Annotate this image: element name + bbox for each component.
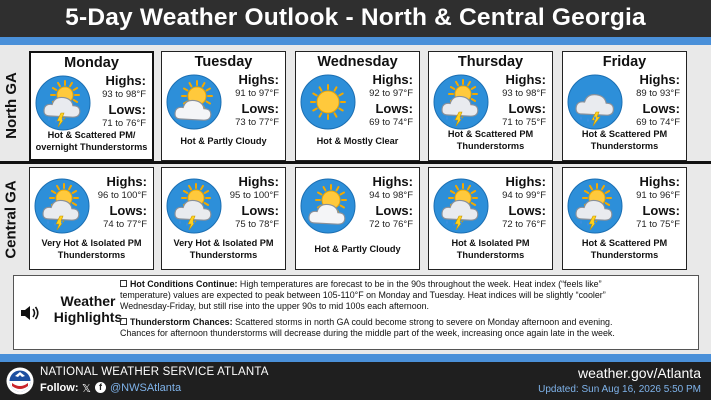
forecast-card [29, 51, 154, 161]
bullet-checkbox-icon [120, 318, 127, 325]
lows-value: 72 to 76°F [502, 219, 546, 230]
forecast-description: Very Hot & Isolated PM Thunderstorms [41, 238, 142, 260]
nws-logo-icon [6, 367, 34, 395]
row-divider [0, 161, 711, 164]
lows-value: 71 to 75°F [636, 219, 680, 230]
lows-label: Lows: [642, 203, 680, 218]
highs-value: 93 to 98°F [102, 89, 146, 100]
lows-label: Lows: [108, 102, 146, 117]
lows-label: Lows: [508, 203, 546, 218]
forecast-card [295, 167, 420, 270]
updated-timestamp: Updated: Sun Aug 16, 2026 5:50 PM [538, 384, 701, 395]
highs-value: 95 to 100°F [229, 190, 279, 201]
highs-label: Highs: [505, 174, 546, 189]
highlights-title: Weather Highlights [53, 293, 123, 325]
highs-label: Highs: [372, 174, 413, 189]
lows-value: 71 to 76°F [102, 118, 146, 129]
lows-label: Lows: [508, 101, 546, 116]
forecast-description: Hot & Mostly Clear [316, 136, 399, 146]
forecast-card [295, 51, 420, 161]
highs-value: 89 to 93°F [636, 88, 680, 99]
highlight-thunderstorms: Thunderstorm Chances: Scattered storms in north GA could become strong to severe on Monday afternoon and evening. Chances for afternoon thunderstorms will decrease during the middle part of the week, increasing once again late in the week. [120, 317, 615, 339]
partly-cloudy-icon [300, 178, 356, 234]
lows-value: 75 to 78°F [235, 219, 279, 230]
facebook-icon[interactable]: f [95, 382, 106, 393]
office-name: NATIONAL WEATHER SERVICE ATLANTA [40, 366, 269, 378]
footer [0, 362, 711, 400]
lows-label: Lows: [241, 203, 279, 218]
forecast-description: Hot & Partly Cloudy [180, 136, 267, 146]
lows-value: 72 to 76°F [369, 219, 413, 230]
forecast-description: Very Hot & Isolated PM Thunderstorms [173, 238, 274, 260]
lows-label: Lows: [109, 203, 147, 218]
forecast-card [161, 51, 286, 161]
bullet-checkbox-icon [120, 280, 127, 287]
highs-label: Highs: [238, 72, 279, 87]
top-accent-strip [0, 37, 711, 45]
forecast-card [562, 167, 687, 270]
forecast-description: Hot & Scattered PM Thunderstorms [447, 129, 534, 151]
forecast-description: Hot & Partly Cloudy [314, 244, 401, 254]
highs-value: 93 to 98°F [502, 88, 546, 99]
thunderstorm-icon [166, 178, 222, 234]
highs-label: Highs: [105, 73, 146, 88]
forecast-description: Hot & Scattered PM Thunderstorms [581, 129, 668, 151]
partly-cloudy-icon [166, 74, 222, 130]
lows-value: 71 to 75°F [502, 117, 546, 128]
forecast-description: Hot & Scattered PM Thunderstorms [581, 238, 668, 260]
forecast-description: Hot & Scattered PM/ overnight Thunderstorms [35, 130, 148, 152]
lows-value: 73 to 77°F [235, 117, 279, 128]
thunderstorm-night-icon [35, 75, 91, 131]
lows-label: Lows: [375, 203, 413, 218]
day-name: Friday [602, 54, 647, 70]
thunderstorm-icon [433, 74, 489, 130]
social-handle-link[interactable]: @NWSAtlanta [110, 382, 182, 394]
lows-label: Lows: [642, 101, 680, 116]
lows-value: 74 to 77°F [103, 219, 147, 230]
highs-label: Highs: [639, 174, 680, 189]
row-label-central: Central GA [2, 179, 20, 259]
forecast-description: Hot & Isolated PM Thunderstorms [451, 238, 530, 260]
day-name: Wednesday [317, 54, 398, 70]
website-link[interactable]: weather.gov/Atlanta [578, 365, 701, 381]
highs-label: Highs: [372, 72, 413, 87]
sunny-icon [300, 74, 356, 130]
highs-label: Highs: [238, 174, 279, 189]
follow-label: Follow: [40, 382, 79, 394]
highs-value: 91 to 97°F [235, 88, 279, 99]
lows-label: Lows: [241, 101, 279, 116]
thunderstorm-icon [34, 178, 90, 234]
speaker-icon [19, 302, 41, 324]
forecast-card [428, 167, 553, 270]
header-bar [0, 0, 711, 37]
forecast-card [29, 167, 154, 270]
x-icon[interactable]: 𝕏 [82, 383, 91, 395]
forecast-card [161, 167, 286, 270]
day-name: Monday [64, 55, 119, 71]
highlight-heat: Hot Conditions Continue: High temperatures are forecast to be in the 90s throughout the week. Heat index (“feels like” temperature) values are expected to peak between 105-110°F on Monday and Tuesday. Heat indices will be slightly “cooler” Wednesday-Friday, but still rise into the upper 90s to mid 100s each afternoon. [120, 279, 606, 312]
highs-value: 94 to 98°F [369, 190, 413, 201]
lows-label: Lows: [375, 101, 413, 116]
lows-value: 69 to 74°F [369, 117, 413, 128]
day-name: Tuesday [194, 54, 253, 70]
highs-label: Highs: [639, 72, 680, 87]
row-label-north: North GA [2, 71, 20, 139]
highs-value: 94 to 99°F [502, 190, 546, 201]
lows-value: 69 to 74°F [636, 117, 680, 128]
highs-value: 91 to 96°F [636, 190, 680, 201]
bottom-accent-strip [0, 354, 711, 362]
thunderstorm-icon [567, 178, 623, 234]
forecast-card [428, 51, 553, 161]
thunderstorm-icon [433, 178, 489, 234]
day-name: Thursday [457, 54, 524, 70]
rain-thunder-icon [567, 74, 623, 130]
highs-label: Highs: [106, 174, 147, 189]
highs-label: Highs: [505, 72, 546, 87]
forecast-card [562, 51, 687, 161]
weather-highlights-box [13, 275, 699, 350]
page-title: 5-Day Weather Outlook - North & Central Georgia [65, 4, 646, 31]
highs-value: 96 to 100°F [97, 190, 147, 201]
highs-value: 92 to 97°F [369, 88, 413, 99]
